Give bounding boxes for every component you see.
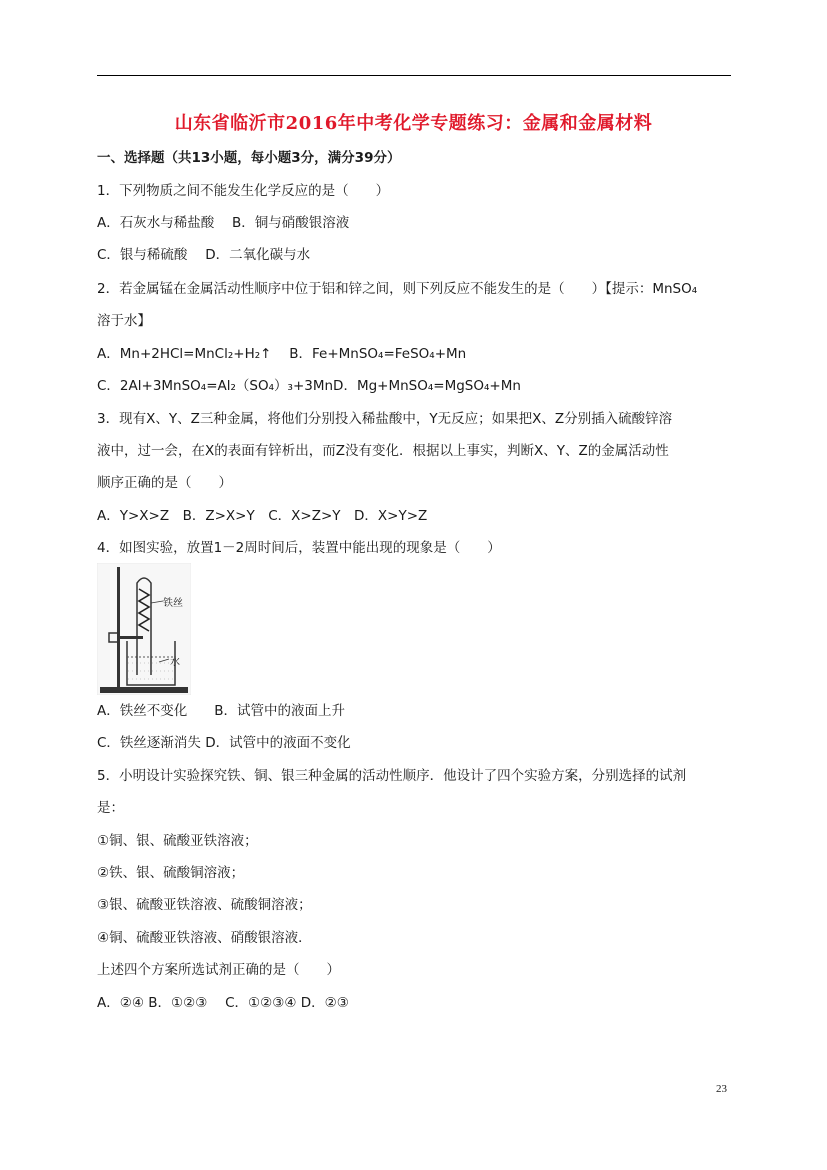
page-number: 23 — [716, 1083, 727, 1095]
question-5-prompt: 上述四个方案所选试剂正确的是（ ） — [97, 962, 340, 978]
question-2-options-ab: A．Mn+2HCl=MnCl₂+H₂↑ B．Fe+MnSO₄=FeSO₄+Mn — [97, 346, 467, 362]
question-5-options: A．②④ B．①②③ C．①②③④ D．②③ — [97, 995, 349, 1011]
question-5-stem-cont: 是： — [97, 800, 124, 816]
question-1-options-ab: A．石灰水与稀盐酸 B．铜与硝酸银溶液 — [97, 215, 350, 231]
question-3-options: A．Y>X>Z B．Z>X>Y C．X>Z>Y D．X>Y>Z — [97, 508, 428, 524]
question-5-stem: 5．小明设计实验探究铁、铜、银三种金属的活动性顺序．他设计了四个实验方案，分别选择的试剂 — [97, 768, 687, 784]
page-title: 山东省临沂市2016年中考化学专题练习：金属和金属材料 — [174, 113, 653, 134]
question-1-stem: 1．下列物质之间不能发生化学反应的是（ ） — [97, 183, 390, 199]
question-3-stem-cont-1: 液中，过一会，在X的表面有锌析出，而Z没有变化．根据以上事实，判断X、Y、Z的金属活动性 — [97, 443, 669, 459]
question-5-plan-4: ④铜、硫酸亚铁溶液、硝酸银溶液． — [97, 930, 312, 946]
question-3-stem: 3．现有X、Y、Z三种金属，将他们分别投入稀盐酸中，Y无反应；如果把X、Z分别插入硫酸锌溶 — [97, 411, 673, 427]
question-5-plan-3: ③银、硫酸亚铁溶液、硫酸铜溶液； — [97, 897, 312, 913]
figure-label-water: 水 — [170, 657, 180, 668]
question-4-options-ab: A．铁丝不变化 B．试管中的液面上升 — [97, 703, 345, 719]
question-1-options-cd: C．银与稀硫酸 D．二氧化碳与水 — [97, 247, 311, 263]
question-4-stem: 4．如图实验，放置1－2周时间后，装置中能出现的现象是（ ） — [97, 540, 501, 556]
header-rule — [97, 75, 731, 76]
iron-stand-apparatus-icon — [97, 563, 191, 695]
question-2-stem: 2．若金属锰在金属活动性顺序中位于铝和锌之间，则下列反应不能发生的是（ ）【提示：MnSO₄ — [97, 281, 698, 297]
question-5-plan-2: ②铁、银、硫酸铜溶液； — [97, 865, 245, 881]
section-header: 一、选择题（共13小题，每小题3分，满分39分） — [97, 150, 401, 166]
question-2-options-cd: C．2Al+3MnSO₄=Al₂（SO₄）₃+3MnD．Mg+MnSO₄=MgSO₄+Mn — [97, 378, 521, 394]
question-3-stem-cont-2: 顺序正确的是（ ） — [97, 475, 232, 491]
question-4-options-cd: C．铁丝逐渐消失 D．试管中的液面不变化 — [97, 735, 351, 751]
figure-label-iron-wire: 铁丝 — [163, 598, 183, 609]
question-5-plan-1: ①铜、银、硫酸亚铁溶液； — [97, 833, 258, 849]
experiment-figure — [97, 563, 191, 695]
question-2-stem-cont: 溶于水】 — [97, 313, 151, 329]
